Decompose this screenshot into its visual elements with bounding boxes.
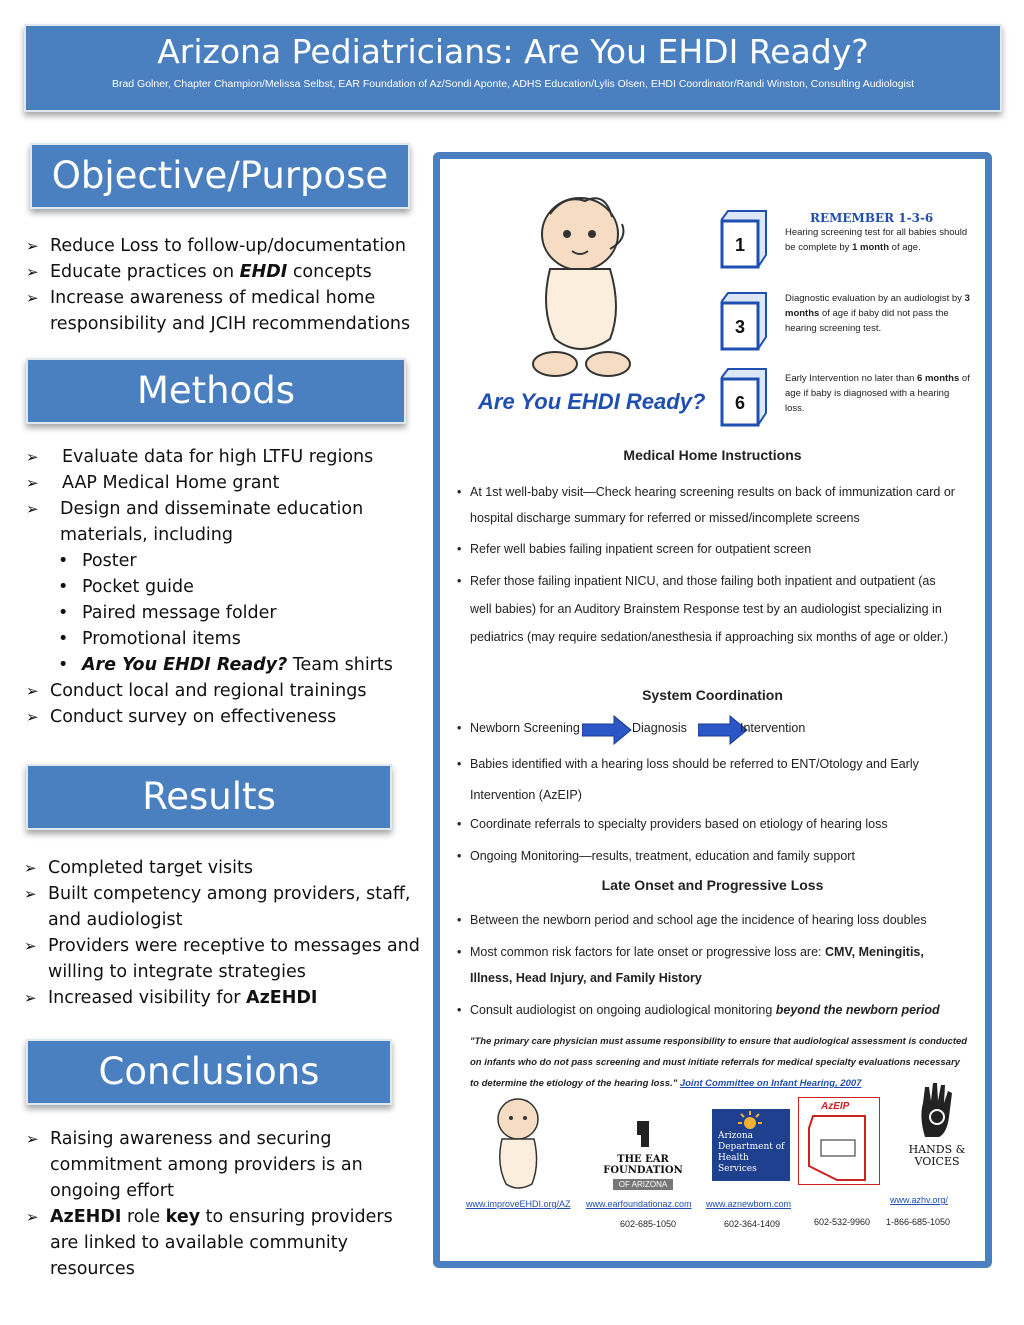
list-item: ➢ AAP Medical Home grant — [26, 470, 426, 496]
baby-illustration-icon — [510, 189, 650, 389]
arizona-map-icon — [807, 1114, 871, 1182]
link-aznewborn[interactable]: www.aznewborn.com — [706, 1199, 792, 1209]
ear-foundation-logo: THE EAR FOUNDATION OF ARIZONA — [588, 1119, 698, 1190]
list-item: ➢ Conduct survey on effectiveness — [26, 704, 426, 730]
jcih-quote: "The primary care physician must assume responsibility to ensure that audiological assessment is conducted on infants who do not pass screening and must initiate referrals for medical specialty evaluations necessary to determine the etiology of the hearing loss." Joint Committee on Infant Hearing, 2007 — [470, 1036, 968, 1089]
baby-logo-icon — [488, 1094, 548, 1194]
conclusions-list — [26, 1126, 426, 1282]
poster-bullet: • Coordinate referrals to specialty providers based on etiology of hearing loss — [470, 811, 960, 837]
list-item: • Pocket guide — [26, 574, 426, 600]
phone-number: 602-685-1050 — [620, 1219, 677, 1229]
flow-step: Intervention — [740, 721, 806, 735]
system-coordination-title: System Coordination — [642, 687, 783, 703]
cube-6-text: Early Intervention no later than 6 months of age if baby is diagnosed with a hearing loss. — [785, 373, 970, 414]
list-item: • Paired message folder — [26, 600, 426, 626]
authors-line: Brad Golner, Chapter Champion/Melissa Selbst, EAR Foundation of Az/Sondi Aponte, ADHS Education/Lylis Olsen, EHDI Coordinator/Randi Winston, Consulting Audiologist — [111, 78, 915, 90]
hand-icon — [917, 1081, 957, 1139]
phone-number: 602-532-9960 — [814, 1217, 871, 1227]
list-item: ➢ Built competency among providers, staff, and audiologist — [24, 881, 424, 933]
list-item: ➢ Reduce Loss to follow-up/documentation — [26, 233, 426, 259]
methods-heading: Methods — [26, 358, 406, 424]
late-onset-title: Late Onset and Progressive Loss — [601, 877, 824, 893]
list-item: ➢ Evaluate data for high LTFU regions — [26, 444, 426, 470]
adhs-logo: Arizona Department of Health Services — [712, 1109, 790, 1181]
arrow-right-icon — [582, 715, 632, 745]
conclusions-heading: Conclusions — [26, 1039, 392, 1105]
title-banner — [24, 24, 1002, 112]
list-item: ➢ Design and disseminate education materials, including — [26, 496, 426, 548]
cube-number: 1 — [734, 235, 746, 255]
ear-icon — [631, 1119, 655, 1149]
results-list — [24, 855, 424, 1011]
page-title: Arizona Pediatricians: Are You EHDI Ready? — [157, 32, 869, 71]
cube-3-icon — [720, 291, 768, 353]
cube-number: 3 — [734, 317, 746, 337]
list-item: ➢ Conduct local and regional trainings — [26, 678, 426, 704]
cube-1-icon — [720, 209, 768, 271]
list-item: • Are You EHDI Ready? Team shirts — [26, 652, 426, 678]
list-item: ➢ AzEHDI role key to ensuring providers are linked to available community resources — [26, 1204, 426, 1282]
phone-number: 1-866-685-1050 — [886, 1217, 951, 1227]
list-item: • Poster — [26, 548, 426, 574]
list-item: ➢ Completed target visits — [24, 855, 424, 881]
objective-list — [26, 233, 426, 337]
medical-home-title: Medical Home Instructions — [623, 447, 802, 463]
link-improveehdi[interactable]: www.improveEHDI.org/AZ — [466, 1199, 571, 1209]
list-item: • Promotional items — [26, 626, 426, 652]
objective-heading: Objective/Purpose — [30, 143, 410, 209]
list-item: ➢ Providers were receptive to messages and willing to integrate strategies — [24, 933, 424, 985]
poster-bullet: • Most common risk factors for late onset or progressive loss are: CMV, Meningitis, Illness, Head Injury, and Family History — [470, 939, 960, 991]
poster-bullet: • At 1st well-baby visit—Check hearing screening results on back of immunization card or hospital discharge summary for referred or missed/incomplete screens — [470, 479, 960, 531]
azeip-logo: AzEIP — [798, 1097, 880, 1185]
flow-step: Diagnosis — [632, 721, 687, 735]
poster-bullet: • Ongoing Monitoring—results, treatment, education and family support — [470, 843, 960, 869]
poster-bullet: • Consult audiologist on ongoing audiological monitoring beyond the newborn period — [470, 997, 960, 1023]
poster-bullet: • Between the newborn period and school age the incidence of hearing loss doubles — [470, 907, 960, 933]
cube-number: 6 — [734, 393, 746, 413]
hands-voices-logo: HANDS & VOICES — [902, 1081, 972, 1168]
flow-step: Newborn Screening — [470, 721, 580, 735]
list-item: ➢ Educate practices on EHDI concepts — [26, 259, 426, 285]
list-item: ➢ Increased visibility for AzEHDI — [24, 985, 424, 1011]
cube-3-text: Diagnostic evaluation by an audiologist by 3 months of age if baby did not pass the hearing screening test. — [785, 293, 970, 334]
sun-icon — [738, 1111, 762, 1131]
list-item: ➢ Increase awareness of medical home responsibility and JCIH recommendations — [26, 285, 426, 337]
poster-slogan: Are You EHDI Ready? — [478, 389, 706, 414]
poster-bullet: • Refer well babies failing inpatient screen for outpatient screen — [470, 536, 960, 562]
link-earfoundation[interactable]: www.earfoundationaz.com — [586, 1199, 692, 1209]
remember-title: REMEMBER 1-3-6 — [810, 211, 934, 225]
cube-6-icon — [720, 367, 768, 429]
cube-1-text: Hearing screening test for all babies should be complete by 1 month of age. — [785, 227, 968, 253]
methods-list — [26, 444, 426, 730]
link-azhv[interactable]: www.azhv.org/ — [890, 1195, 948, 1205]
poster-bullet: • Refer those failing inpatient NICU, and those failing both inpatient and outpatient (as well babies) for an Auditory Brainstem Response test by an audiologist specializing in pediatrics (may require sedation/anesthesia if approaching six months of age or older.) — [470, 567, 960, 651]
care-flow: • Newborn Screening Diagnosis Intervention — [470, 715, 970, 745]
poster-bullet: • Babies identified with a hearing loss should be referred to ENT/Otology and Early Intervention (AzEIP) — [470, 749, 960, 811]
list-item: ➢ Raising awareness and securing commitment among providers is an ongoing effort — [26, 1126, 426, 1204]
phone-number: 602-364-1409 — [724, 1219, 781, 1229]
results-heading: Results — [26, 764, 392, 830]
ehdi-poster-image — [433, 152, 992, 1268]
